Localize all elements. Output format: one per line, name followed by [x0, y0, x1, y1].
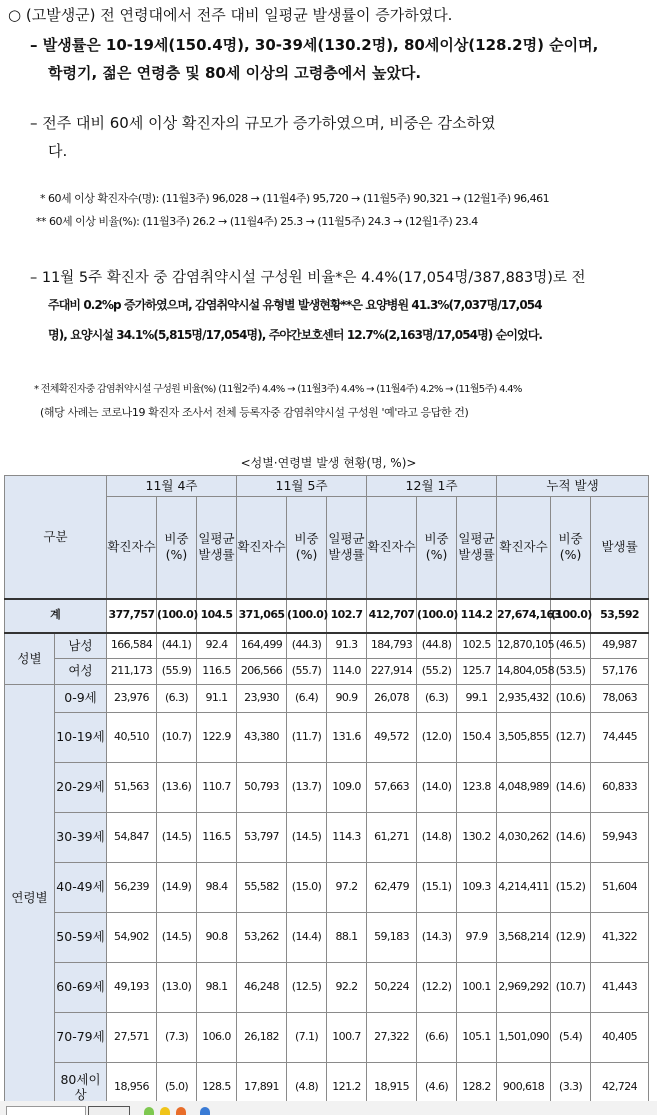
- table-cell: (55.7): [287, 659, 327, 685]
- incidence-rate-line-2: 학령기, 젊은 연령층 및 80세 이상의 고령층에서 높았다.: [48, 64, 422, 82]
- table-row: [5, 1013, 649, 1063]
- table-cell: 78,063: [591, 685, 649, 713]
- table-cell: 114.0: [327, 659, 367, 685]
- table-cell: (44.1): [157, 633, 197, 659]
- table-cell: 90.8: [197, 913, 237, 963]
- table-cell: (14.3): [417, 913, 457, 963]
- table-cell: 97.9: [457, 913, 497, 963]
- table-cell: (10.6): [551, 685, 591, 713]
- table-row: [5, 659, 649, 685]
- row-label: 70-79세: [55, 1013, 107, 1063]
- table-cell: 50,224: [367, 963, 417, 1013]
- table-cell: (11.7): [287, 713, 327, 763]
- table-cell: 40,405: [591, 1013, 649, 1063]
- table-cell: (13.7): [287, 763, 327, 813]
- table-cell: (14.0): [417, 763, 457, 813]
- table-cell: (14.6): [551, 813, 591, 863]
- table-cell: 114.3: [327, 813, 367, 863]
- table-cell: 57,176: [591, 659, 649, 685]
- table-cell: 4,214,411: [497, 863, 551, 913]
- table-cell: 114.2: [457, 599, 497, 633]
- table-row: [5, 713, 649, 763]
- table-cell: (14.8): [417, 813, 457, 863]
- table-cell: 4,048,989: [497, 763, 551, 813]
- table-cell: (14.6): [551, 763, 591, 813]
- table-cell: 49,572: [367, 713, 417, 763]
- table-cell: 98.4: [197, 863, 237, 913]
- table-cell: 184,793: [367, 633, 417, 659]
- globe-icon: [200, 1107, 210, 1115]
- table-cell: 122.9: [197, 713, 237, 763]
- table-row: [5, 863, 649, 913]
- facility-ratio-line-1: – 11월 5주 확진자 중 감염취약시설 구성원 비율*은 4.4%(17,054명/387,883명)로 전: [30, 270, 586, 286]
- table-row: [5, 763, 649, 813]
- period-header: 누적 발생: [497, 476, 649, 497]
- table-cell: (46.5): [551, 633, 591, 659]
- table-cell: 2,935,432: [497, 685, 551, 713]
- table-cell: (55.9): [157, 659, 197, 685]
- row-label: 30-39세: [55, 813, 107, 863]
- table-cell: (15.0): [287, 863, 327, 913]
- column-header: 확진자수: [237, 497, 287, 599]
- table-cell: 91.1: [197, 685, 237, 713]
- column-header: 비중(%): [417, 497, 457, 599]
- table-cell: 50,793: [237, 763, 287, 813]
- table-cell: (100.0): [417, 599, 457, 633]
- table-cell: 53,592: [591, 599, 649, 633]
- table-cell: 61,271: [367, 813, 417, 863]
- table-cell: 3,568,214: [497, 913, 551, 963]
- table-cell: 59,943: [591, 813, 649, 863]
- table-cell: 74,445: [591, 713, 649, 763]
- footnote-facility-definition: (해당 사례는 코로나19 확진자 조사서 전체 등록자중 감염취약시설 구성원 '예'라고 응답한 건): [40, 406, 469, 419]
- table-cell: 100.7: [327, 1013, 367, 1063]
- table-cell: (14.5): [157, 813, 197, 863]
- status-bar-field: [6, 1106, 86, 1115]
- table-cell: 27,571: [107, 1013, 157, 1063]
- table-cell: 106.0: [197, 1013, 237, 1063]
- table-cell: (7.1): [287, 1013, 327, 1063]
- status-dot-icon: [144, 1107, 154, 1115]
- table-row: [5, 685, 649, 713]
- table-cell: 116.5: [197, 813, 237, 863]
- table-cell: 51,563: [107, 763, 157, 813]
- row-label: 0-9세: [55, 685, 107, 713]
- footnote-elderly-ratio: ** 60세 이상 비율(%): (11월3주) 26.2 → (11월4주) 25.3 → (11월5주) 24.3 → (12월1주) 23.4: [36, 215, 478, 228]
- column-header: 비중(%): [157, 497, 197, 599]
- row-label: 10-19세: [55, 713, 107, 763]
- table-cell: 43,380: [237, 713, 287, 763]
- row-label: 여성: [55, 659, 107, 685]
- table-cell: 60,833: [591, 763, 649, 813]
- table-cell: 49,193: [107, 963, 157, 1013]
- table-cell: (14.9): [157, 863, 197, 913]
- period-header: 12월 1주: [367, 476, 497, 497]
- column-header: 발생률: [591, 497, 649, 599]
- table-cell: (4.8): [287, 1063, 327, 1113]
- period-header: 11월 4주: [107, 476, 237, 497]
- table-cell: 14,804,058: [497, 659, 551, 685]
- table-cell: 91.3: [327, 633, 367, 659]
- table-cell: 62,479: [367, 863, 417, 913]
- column-header: 확진자수: [497, 497, 551, 599]
- row-label: 계: [5, 599, 107, 633]
- table-cell: 371,065: [237, 599, 287, 633]
- table-cell: 40,510: [107, 713, 157, 763]
- column-header: 비중(%): [287, 497, 327, 599]
- elderly-share-line-2: 다.: [48, 142, 68, 160]
- table-row: [5, 963, 649, 1013]
- status-dot-icon: [160, 1107, 170, 1115]
- table-cell: 206,566: [237, 659, 287, 685]
- table-cell: 92.4: [197, 633, 237, 659]
- table-cell: 12,870,105: [497, 633, 551, 659]
- table-cell: (12.2): [417, 963, 457, 1013]
- table-cell: 92.2: [327, 963, 367, 1013]
- table-cell: (10.7): [551, 963, 591, 1013]
- table-cell: 23,976: [107, 685, 157, 713]
- table-cell: (12.5): [287, 963, 327, 1013]
- column-header: 일평균 발생률: [197, 497, 237, 599]
- table-row: [5, 913, 649, 963]
- table-cell: 102.5: [457, 633, 497, 659]
- table-cell: (14.5): [287, 813, 327, 863]
- table-cell: 27,322: [367, 1013, 417, 1063]
- incidence-table: [4, 475, 649, 1113]
- table-cell: 100.1: [457, 963, 497, 1013]
- column-header: 확진자수: [367, 497, 417, 599]
- table-cell: 116.5: [197, 659, 237, 685]
- column-header: 확진자수: [107, 497, 157, 599]
- table-cell: 377,757: [107, 599, 157, 633]
- table-caption: <성별·연령별 발생 현황(명, %)>: [240, 456, 417, 470]
- table-cell: (53.5): [551, 659, 591, 685]
- table-cell: (6.4): [287, 685, 327, 713]
- table-cell: 130.2: [457, 813, 497, 863]
- table-cell: (100.0): [287, 599, 327, 633]
- table-cell: 125.7: [457, 659, 497, 685]
- row-label: 60-69세: [55, 963, 107, 1013]
- table-cell: 2,969,292: [497, 963, 551, 1013]
- stub-header: 구분: [5, 476, 107, 599]
- table-cell: (13.6): [157, 763, 197, 813]
- table-cell: (14.4): [287, 913, 327, 963]
- table-cell: 18,915: [367, 1063, 417, 1113]
- table-cell: 102.7: [327, 599, 367, 633]
- row-label: 40-49세: [55, 863, 107, 913]
- table-cell: 53,262: [237, 913, 287, 963]
- table-cell: (7.3): [157, 1013, 197, 1063]
- group-label: 성별: [5, 633, 55, 685]
- table-cell: 59,183: [367, 913, 417, 963]
- table-cell: (44.3): [287, 633, 327, 659]
- table-cell: 41,322: [591, 913, 649, 963]
- table-cell: 227,914: [367, 659, 417, 685]
- table-cell: 26,182: [237, 1013, 287, 1063]
- table-cell: 123.8: [457, 763, 497, 813]
- table-cell: 412,707: [367, 599, 417, 633]
- table-cell: (15.1): [417, 863, 457, 913]
- row-label: 80세이상: [55, 1063, 107, 1113]
- table-row-total: [5, 599, 649, 633]
- period-header: 11월 5주: [237, 476, 367, 497]
- table-cell: (100.0): [157, 599, 197, 633]
- table-cell: (100.0): [551, 599, 591, 633]
- table-cell: 26,078: [367, 685, 417, 713]
- table-cell: 121.2: [327, 1063, 367, 1113]
- table-cell: (10.7): [157, 713, 197, 763]
- table-cell: (12.0): [417, 713, 457, 763]
- table-row: [5, 633, 649, 659]
- table-cell: 51,604: [591, 863, 649, 913]
- column-header: 일평균 발생률: [327, 497, 367, 599]
- table-cell: 131.6: [327, 713, 367, 763]
- table-cell: 97.2: [327, 863, 367, 913]
- status-dot-icon: [176, 1107, 186, 1115]
- row-label: 20-29세: [55, 763, 107, 813]
- table-cell: (55.2): [417, 659, 457, 685]
- table-cell: 27,674,163: [497, 599, 551, 633]
- table-cell: 211,173: [107, 659, 157, 685]
- table-cell: 88.1: [327, 913, 367, 963]
- table-cell: (3.3): [551, 1063, 591, 1113]
- bullet-high-incidence-group: ○ (고발생군) 전 연령대에서 전주 대비 일평균 발생률이 증가하였다.: [8, 6, 453, 24]
- table-cell: 46,248: [237, 963, 287, 1013]
- table-cell: 90.9: [327, 685, 367, 713]
- table-cell: 56,239: [107, 863, 157, 913]
- incidence-rate-line-1: – 발생률은 10-19세(150.4명), 30-39세(130.2명), 80세이상(128.2명) 순이며,: [30, 36, 599, 54]
- table-cell: 23,930: [237, 685, 287, 713]
- elderly-share-line-1: – 전주 대비 60세 이상 확진자의 규모가 증가하였으며, 비중은 감소하였: [30, 114, 496, 132]
- table-cell: 57,663: [367, 763, 417, 813]
- table-cell: (44.8): [417, 633, 457, 659]
- table-cell: 128.5: [197, 1063, 237, 1113]
- table-cell: 42,724: [591, 1063, 649, 1113]
- table-cell: (4.6): [417, 1063, 457, 1113]
- column-header: 비중(%): [551, 497, 591, 599]
- row-label: 남성: [55, 633, 107, 659]
- table-cell: (6.3): [417, 685, 457, 713]
- table-cell: 164,499: [237, 633, 287, 659]
- table-cell: 166,584: [107, 633, 157, 659]
- footnote-facility-ratio: * 전체확진자중 감염취약시설 구성원 비율(%) (11월2주) 4.4% → (11월3주) 4.4% → (11월4주) 4.2% → (11월5주) 4.4%: [34, 384, 522, 395]
- table-cell: 128.2: [457, 1063, 497, 1113]
- group-label: 연령별: [5, 685, 55, 1113]
- table-cell: 109.0: [327, 763, 367, 813]
- table-cell: 55,582: [237, 863, 287, 913]
- table-cell: 105.1: [457, 1013, 497, 1063]
- table-cell: (12.9): [551, 913, 591, 963]
- table-cell: 110.7: [197, 763, 237, 813]
- table-cell: (6.3): [157, 685, 197, 713]
- facility-ratio-line-2: 주대비 0.2%p 증가하였으며, 감염취약시설 유형별 발생현황**은 요양병원 41.3%(7,037명/17,054: [48, 298, 542, 312]
- table-cell: (5.4): [551, 1013, 591, 1063]
- table-row: [5, 813, 649, 863]
- table-cell: 53,797: [237, 813, 287, 863]
- table-cell: (14.5): [157, 913, 197, 963]
- table-cell: 99.1: [457, 685, 497, 713]
- table-cell: (12.7): [551, 713, 591, 763]
- table-cell: 98.1: [197, 963, 237, 1013]
- table-cell: 1,501,090: [497, 1013, 551, 1063]
- table-cell: 900,618: [497, 1063, 551, 1113]
- status-bar-field: [88, 1106, 130, 1115]
- table-cell: 49,987: [591, 633, 649, 659]
- table-cell: (5.0): [157, 1063, 197, 1113]
- table-cell: (13.0): [157, 963, 197, 1013]
- table-cell: 41,443: [591, 963, 649, 1013]
- column-header: 일평균 발생률: [457, 497, 497, 599]
- table-cell: 104.5: [197, 599, 237, 633]
- facility-ratio-line-3: 명), 요양시설 34.1%(5,815명/17,054명), 주야간보호센터 12.7%(2,163명/17,054명) 순이었다.: [48, 328, 543, 342]
- table-cell: 3,505,855: [497, 713, 551, 763]
- row-label: 50-59세: [55, 913, 107, 963]
- footnote-elderly-count: * 60세 이상 확진자수(명): (11월3주) 96,028 → (11월4주) 95,720 → (11월5주) 90,321 → (12월1주) 96,461: [40, 192, 550, 205]
- table-cell: 4,030,262: [497, 813, 551, 863]
- table-cell: 109.3: [457, 863, 497, 913]
- table-cell: 54,902: [107, 913, 157, 963]
- table-cell: 150.4: [457, 713, 497, 763]
- table-cell: 18,956: [107, 1063, 157, 1113]
- table-cell: 17,891: [237, 1063, 287, 1113]
- table-cell: (15.2): [551, 863, 591, 913]
- table-cell: 54,847: [107, 813, 157, 863]
- table-cell: (6.6): [417, 1013, 457, 1063]
